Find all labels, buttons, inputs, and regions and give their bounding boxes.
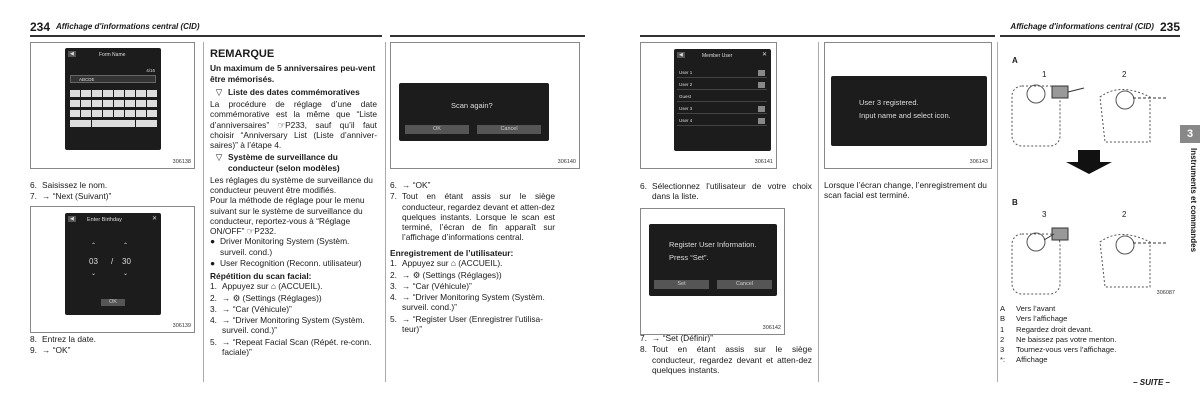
keyboard-key <box>70 90 80 97</box>
label-2: 2 <box>1122 210 1127 219</box>
driver-side-b <box>1100 235 1150 288</box>
car-seat-b <box>1012 234 1060 294</box>
list-item: User 3 <box>677 105 767 114</box>
column-divider <box>203 42 204 382</box>
keyboard-key <box>92 90 102 97</box>
section-title: Répétition du scan facial: <box>210 271 312 282</box>
steps-list <box>210 281 377 357</box>
legend-item: *: Affichage <box>1000 355 1048 365</box>
legend <box>1000 304 1170 366</box>
keyboard-key <box>125 100 135 107</box>
legend-item: B Vers l’affichage <box>1000 314 1068 324</box>
keyboard-key <box>81 90 91 97</box>
left-col2 <box>210 48 377 358</box>
back-button: ◀ <box>70 216 74 222</box>
step-item: 2. → ⚙ (Settings (Réglages)) <box>390 269 502 280</box>
chevron-down-icon: ⌄ <box>91 271 97 277</box>
figure-id: 306142 <box>762 325 781 332</box>
user-icon <box>758 82 765 88</box>
cid-screen <box>65 213 161 315</box>
step-item: 6. → “OK” <box>390 180 431 190</box>
user-icon <box>758 106 765 112</box>
section-title: Enregistrement de l’utilisateur: <box>390 248 514 258</box>
figure-id: 306141 <box>754 159 773 166</box>
page-header <box>625 20 1180 34</box>
step-item: 4. → “Driver Monitoring System (Systèm. surveil. cond.)” <box>210 315 365 336</box>
screen-title: Enter Birthday <box>87 217 122 223</box>
keyboard-key <box>114 100 124 107</box>
header-title: Affichage d'informations central (CID) <box>1010 22 1154 32</box>
bullet-item: ● Driver Monitoring System (Systèm. surveil. cond.) <box>210 236 350 257</box>
close-icon: ✕ <box>761 52 767 58</box>
head-b <box>1027 233 1045 251</box>
keyboard-key <box>147 90 157 97</box>
cid-dialog <box>399 83 549 141</box>
head-side-a <box>1116 91 1134 109</box>
back-button: ◀ <box>70 51 74 57</box>
steps-list <box>640 181 812 203</box>
registered-figure <box>824 42 992 169</box>
head-side-b <box>1116 236 1134 254</box>
chapter-label: Instruments et commandes <box>1189 148 1198 253</box>
label-3: 3 <box>1042 210 1047 219</box>
step-item: 3. → “Car (Véhicule)” <box>390 280 472 291</box>
step-item: 7. Tout en étant assis sur le siège conducteur, regardez devant et atten-dez quelques instants. Lorsque le scan est terminé, l’écran de fin apparaît sur l’affichage d’informations central. <box>390 191 555 243</box>
posture-illustration <box>1000 42 1178 299</box>
header-rule <box>30 35 382 37</box>
keyboard-key <box>92 100 102 107</box>
figure-id: 306139 <box>172 323 191 330</box>
step-item: 5. → “Register User (Enregistrer l’utilisa-teur)” <box>390 313 544 334</box>
keyboard-key <box>147 100 157 107</box>
suite-label: – SUITE – <box>1133 378 1170 387</box>
list-item: Guest <box>677 93 767 102</box>
subheading: ▽ Système de surveillance du conducteur (selon modèles) <box>215 152 340 173</box>
screen-title: Member User <box>702 53 733 59</box>
keyboard-key <box>103 110 113 117</box>
figure-id: 306138 <box>172 159 191 166</box>
keyboard-spacebar <box>92 120 135 127</box>
keyboard-key <box>103 100 113 107</box>
legend-item: A Vers l’avant <box>1000 304 1056 313</box>
head-a <box>1027 85 1045 103</box>
steps-list <box>390 180 555 244</box>
legend-item: 3 Tournez-vous vers l’affichage. <box>1000 345 1117 354</box>
cid-screen <box>65 48 161 150</box>
keyboard-key <box>136 100 146 107</box>
day-value: 30 <box>122 257 131 266</box>
user-icon <box>758 118 765 124</box>
keyboard-key <box>114 90 124 97</box>
arrow-a <box>1068 88 1084 92</box>
keyboard-key <box>136 120 157 127</box>
steps-list <box>30 334 195 357</box>
date-separator: / <box>111 257 114 266</box>
subheading: ▽ Liste des dates commémoratives <box>215 86 360 97</box>
paragraph: Pour la méthode de réglage pour le menu suivant sur le système de surveillance du conducteur, reportez-vous à “Réglage ON/OFF” ☞P232. <box>210 195 365 237</box>
column-divider <box>385 42 386 382</box>
right-page <box>600 0 1200 402</box>
screen-title: Form Name <box>99 52 126 58</box>
bullet-item: ● User Recognition (Reconn. utilisateur) <box>210 257 362 268</box>
keyboard-key <box>136 90 146 97</box>
cid-screen <box>674 49 771 151</box>
column-divider <box>997 42 998 382</box>
register-section <box>390 248 560 335</box>
dialog-line: Input name and select icon. <box>859 111 951 120</box>
cancel-button: Cancel <box>477 125 541 134</box>
down-arrow-icon <box>1066 150 1112 174</box>
keyboard-key <box>136 110 146 117</box>
cancel-button: Cancel <box>717 280 772 289</box>
paragraph: La procédure de réglage d’une date commémorative est la même que “Liste d’anniversaires” ☞P233, sauf qu’il faut choisir “Anniversary List (Liste d’anniver-saires)” à l’étape 4. <box>210 99 377 151</box>
keyboard-key <box>70 110 80 117</box>
keyboard-key <box>103 90 113 97</box>
figure-id: 306143 <box>969 159 988 166</box>
cid-dialog <box>649 224 777 296</box>
keyboard-key <box>70 120 91 127</box>
chevron-down-icon: ⌄ <box>123 271 129 277</box>
step-item: 8. Entrez la date. <box>30 334 97 344</box>
ok-button: OK <box>405 125 469 134</box>
keyboard-key <box>147 110 157 117</box>
remarque-title: REMARQUE <box>210 48 275 60</box>
step-item: 6. Sélectionnez l’utilisateur de votre choix dans la liste. <box>640 181 812 202</box>
keyboard-key <box>125 110 135 117</box>
char-counter: 4/16 <box>146 68 155 73</box>
label-2: 2 <box>1122 70 1127 79</box>
steps-list <box>640 333 812 376</box>
cid-dialog <box>831 76 987 146</box>
step-item: 3. → “Car (Véhicule)” <box>210 303 292 314</box>
dialog-line: User 3 registered. <box>859 98 919 107</box>
legend-item: 2 Ne baissez pas votre menton. <box>1000 334 1117 344</box>
month-value: 03 <box>89 257 98 266</box>
figure-id: 306087 <box>1156 290 1175 297</box>
step-item: 4. → “Driver Monitoring System (Systèm. surveil. cond.)” <box>390 292 545 313</box>
name-input-value: ABCDE <box>79 77 95 82</box>
legend-item: 1 Regardez droit devant. <box>1000 324 1093 334</box>
chevron-up-icon: ⌃ <box>123 243 129 249</box>
page-number: 234 <box>30 19 51 34</box>
column-divider <box>818 42 819 382</box>
set-button: Set <box>654 280 709 289</box>
chevron-up-icon: ⌃ <box>91 243 97 249</box>
label-a: A <box>1012 56 1018 65</box>
step-item: 5. → “Repeat Facial Scan (Répét. re-conn. faciale)” <box>210 336 372 357</box>
header-rule <box>390 35 585 37</box>
display-a <box>1052 86 1068 98</box>
paragraph: Lorsque l’écran change, l’enregistrement du scan facial est terminé. <box>824 180 987 201</box>
header-rule <box>1000 35 1180 37</box>
paragraph: Les réglages du système de surveillance du conducteur peuvent être modifiés. <box>210 174 373 196</box>
list-item: User 1 <box>677 69 767 78</box>
keyboard-key <box>81 110 91 117</box>
dialog-line: Press “Set”. <box>669 253 709 262</box>
user-icon <box>758 70 765 76</box>
back-button: ◀ <box>679 52 683 58</box>
step-item: 1. Appuyez sur ⌂ (ACCUEIL). <box>390 258 503 269</box>
page-number: 235 <box>1159 19 1180 34</box>
list-item: User 2 <box>677 81 767 90</box>
driver-side-a <box>1100 90 1150 143</box>
step-item: 2. → ⚙ (Settings (Réglages)) <box>210 292 322 303</box>
display-b <box>1052 228 1068 240</box>
ok-button: OK <box>101 299 125 306</box>
steps-list <box>30 180 195 203</box>
name-input <box>70 75 156 83</box>
page-header <box>30 20 585 34</box>
label-b: B <box>1012 198 1018 207</box>
label-1: 1 <box>1042 70 1047 79</box>
register-figure <box>640 208 785 335</box>
keyboard-key <box>114 110 124 117</box>
header-title: Affichage d'informations central (CID) <box>56 22 200 32</box>
list-item: User 4 <box>677 117 767 126</box>
dialog-line: Register User Information. <box>669 240 757 249</box>
dialog-question: Scan again? <box>451 101 493 110</box>
birthday-figure <box>30 206 195 333</box>
steps-list <box>390 258 560 334</box>
keyboard-key <box>81 100 91 107</box>
step-item: 8. Tout en étant assis sur le siège conducteur, regardez devant et atten-dez quelques instants. <box>640 344 812 375</box>
keyboard-key <box>92 110 102 117</box>
close-icon: ✕ <box>151 216 157 222</box>
keyboard-key <box>70 100 80 107</box>
step-item: 7. → “Next (Suivant)” <box>30 191 112 202</box>
step-item: 7. → “Set (Définir)” <box>640 333 713 343</box>
header-rule <box>640 35 995 37</box>
posture-figure <box>1000 42 1178 299</box>
figure-id: 306140 <box>557 159 576 166</box>
user-list-figure <box>640 42 777 169</box>
scan-again-figure <box>390 42 580 169</box>
step-item: 1. Appuyez sur ⌂ (ACCUEIL). <box>210 281 323 292</box>
keyboard-key <box>125 90 135 97</box>
remarque-lead: Un maximum de 5 anniversaires peu-vent être mémorisés. <box>210 63 376 84</box>
keyboard-figure <box>30 42 195 169</box>
step-item: 9. → “OK” <box>30 345 71 356</box>
chapter-tab: 3 <box>1180 125 1200 143</box>
step-item: 6. Saisissez le nom. <box>30 180 108 190</box>
